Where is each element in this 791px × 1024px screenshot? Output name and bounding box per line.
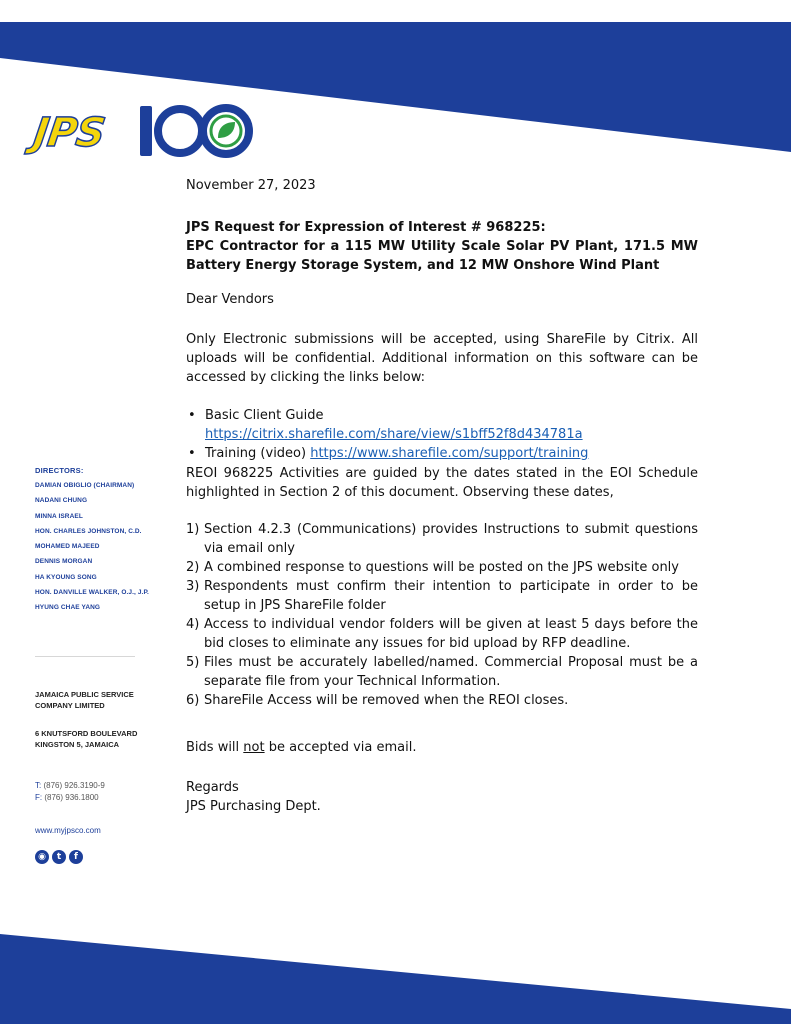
company-address [35,728,175,750]
directors-block [35,466,185,619]
closing: Regards [186,780,239,795]
step-item [186,653,698,691]
link-item [186,444,698,463]
intro-paragraph: Only Electronic submissions will be accepted, using ShareFile by Citrix. All uploads will be confidential. Additional information on this software can be accessed by clicking the links below: [186,332,698,385]
step-text: Files must be accurately labelled/named. Commercial Proposal must be a separate file from your Technical Information. [204,655,698,689]
directors-list [35,481,185,619]
step-text: Section 4.2.3 (Communications) provides Instructions to submit questions via email only [204,522,698,556]
phone-number: (876) 926.3190-9 [43,781,105,790]
step-item [186,520,698,558]
director-name: HON. DANVILLE WALKER, O.J., J.P. [35,589,149,597]
greeting: Dear Vendors [186,292,274,307]
logo-jps-text: JPS [30,110,108,156]
facebook-icon[interactable]: f [69,850,83,864]
letter-date: November 27, 2023 [186,178,316,193]
bids-text-before: Bids will [186,740,244,755]
fax-number: (876) 936.1800 [44,793,99,802]
step-number: 3) [186,579,200,594]
sidebar-divider [35,656,135,657]
link-label: Training (video) [205,446,311,461]
subject-line1: JPS Request for Expression of Interest # 968225: [186,220,546,235]
director-name: DENNIS MORGAN [35,558,93,566]
jps-100-logo [30,100,254,162]
step-text: Respondents must confirm their intention to participate in order to be setup in JPS ShareFile folder [204,579,698,613]
step-item [186,691,698,710]
phone-label: T: [35,781,42,790]
signature: JPS Purchasing Dept. [186,799,321,814]
step-number: 4) [186,617,200,632]
step-item [186,577,698,615]
link-label: Basic Client Guide [205,408,324,423]
director-name: MOHAMED MAJEED [35,543,100,551]
logo-number: 100 [138,100,140,101]
bottom-footer-band [0,929,791,1024]
twitter-icon[interactable]: t [52,850,66,864]
step-number: 6) [186,693,200,708]
link-list [186,406,698,463]
address-line2: KINGSTON 5, JAMAICA [35,740,120,749]
step-number: 5) [186,655,200,670]
bids-emphasis: not [243,740,265,755]
step-number: 2) [186,560,200,575]
bids-text-after: be accepted via email. [264,740,417,755]
company-name-line2: COMPANY LIMITED [35,701,105,710]
social-icons [35,850,83,864]
company-name [35,689,175,711]
link-item [186,406,698,444]
instagram-icon[interactable]: ◉ [35,850,49,864]
director-name: DAMIAN OBIGLIO (CHAIRMAN) [35,482,135,489]
directors-title: DIRECTORS: [35,466,84,475]
subject-line2: EPC Contractor for a 115 MW Utility Scale Solar PV Plant, 171.5 MW Battery Energy Storage System, and 12 MW Onshore Wind Plant [186,239,698,273]
bids-notice [186,740,417,755]
director-name: HYUNG CHAE YANG [35,604,101,612]
phone-line [35,780,105,792]
website-link[interactable]: www.myjpsco.com [35,826,101,835]
contact-numbers [35,780,105,804]
director-name: HA KYOUNG SONG [35,573,97,581]
step-number: 1) [186,522,200,537]
step-item [186,615,698,653]
logo-100-mark [138,100,278,162]
closing-block [186,778,321,816]
basic-client-guide-link[interactable]: https://citrix.sharefile.com/share/view/s1bff52f8d434781a [205,427,583,442]
company-name-line1: JAMAICA PUBLIC SERVICE [35,690,134,699]
step-text: ShareFile Access will be removed when the REOI closes. [204,693,569,708]
step-item [186,558,698,577]
director-name: HON. CHARLES JOHNSTON, C.D. [35,527,142,535]
step-text: A combined response to questions will be posted on the JPS website only [204,560,679,575]
director-name: NADANI CHUNG [35,497,88,505]
step-text: Access to individual vendor folders will be given at least 5 days before the bid closes to eliminate any issues for bid upload by RFP deadline. [204,617,698,651]
director-name: MINNA ISRAEL [35,512,83,520]
fax-line [35,792,105,804]
schedule-paragraph: REOI 968225 Activities are guided by the dates stated in the EOI Schedule highlighted in Section 2 of this document. Observing these dates, [186,466,698,500]
fax-label: F: [35,793,43,802]
steps-list [186,520,698,710]
letter-subject [186,218,698,275]
address-line1: 6 KNUTSFORD BOULEVARD [35,729,138,738]
training-video-link[interactable]: https://www.sharefile.com/support/training [310,446,589,461]
